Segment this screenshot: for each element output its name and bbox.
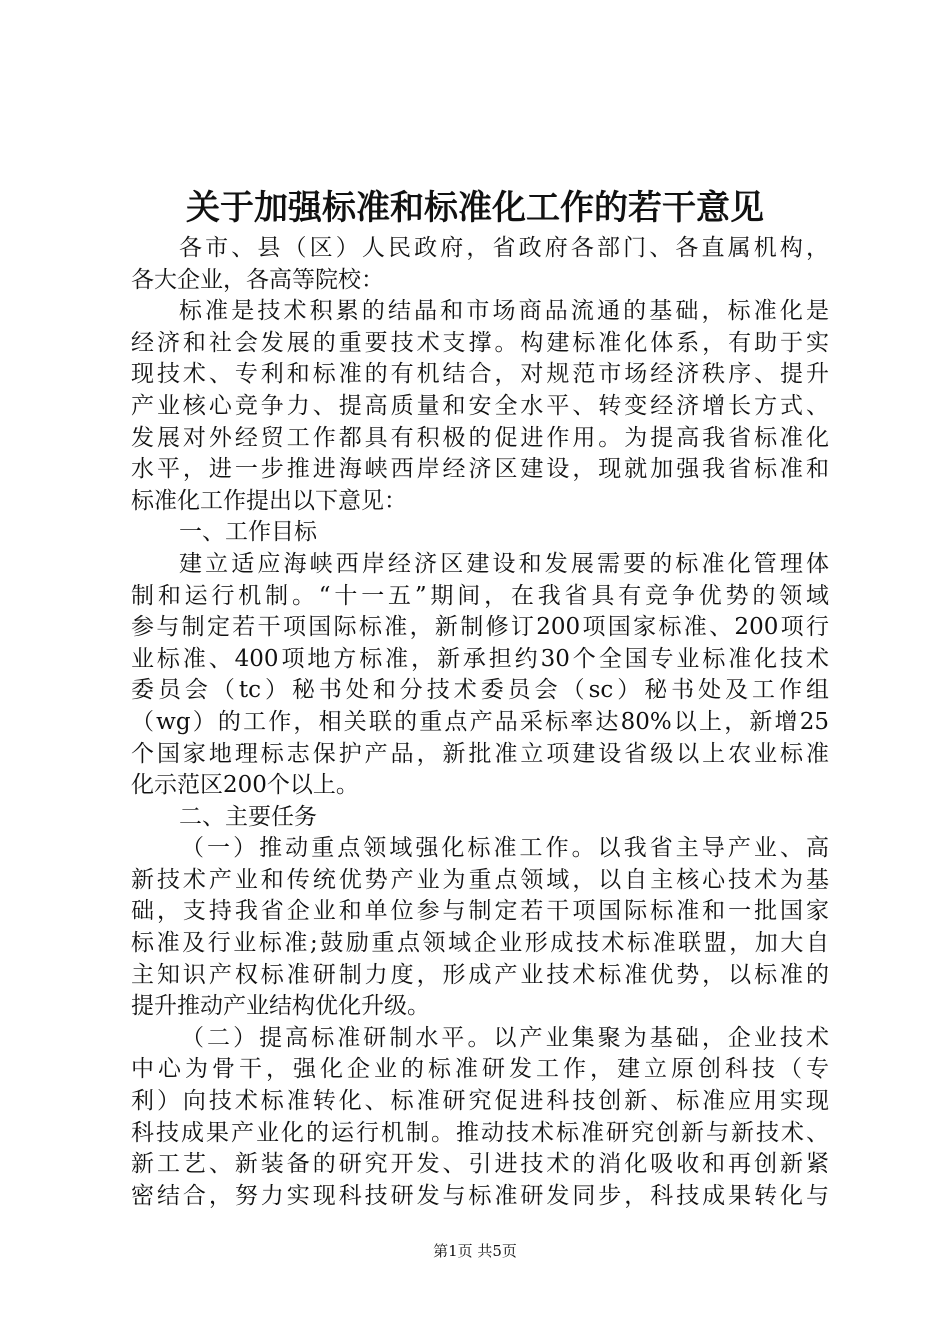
text-line: 科技成果产业化的运行机制。推动技术标准研究创新与新技术、 xyxy=(131,1119,829,1146)
text-line: 新工艺、新装备的研究开发、引进技术的消化吸收和再创新紧 xyxy=(131,1151,829,1178)
document-title: 关于加强标准和标准化工作的若干意见 xyxy=(186,188,764,228)
text-line: 标准及行业标准;鼓励重点领域企业形成技术标准联盟，加大自 xyxy=(131,930,829,957)
text-line: 产业核心竞争力、提高质量和安全水平、转变经济增长方式、 xyxy=(131,392,829,419)
text-line: 制和运行机制。“十一五”期间，在我省具有竞争优势的领域 xyxy=(131,582,829,609)
text-line: （一）推动重点领域强化标准工作。以我省主导产业、高 xyxy=(181,835,829,862)
text-line: 经济和社会发展的重要技术支撑。构建标准化体系，有助于实 xyxy=(131,329,829,356)
text-line: 建立适应海峡西岸经济区建设和发展需要的标准化管理体 xyxy=(179,550,829,577)
text-line: 密结合，努力实现科技研发与标准研发同步，科技成果转化与 xyxy=(131,1182,829,1209)
text-line: 提升推动产业结构优化升级。 xyxy=(131,993,430,1020)
text-line: 利）向技术标准转化、标准研究促进科技创新、标准应用实现 xyxy=(131,1088,829,1115)
text-line: 中心为骨干，强化企业的标准研发工作，建立原创科技（专 xyxy=(131,1056,829,1083)
section-heading: 一、工作目标 xyxy=(179,519,317,546)
text-line: 委员会（tc）秘书处和分技术委员会（sc）秘书处及工作组 xyxy=(131,677,829,704)
document-body xyxy=(131,233,829,1212)
text-line: 础，支持我省企业和单位参与制定若干项国际标准和一批国家 xyxy=(131,898,829,925)
text-line: 化示范区200个以上。 xyxy=(131,772,359,799)
text-line: 标准化工作提出以下意见： xyxy=(131,487,407,514)
text-line: （wg）的工作，相关联的重点产品采标率达80%以上，新增25 xyxy=(131,708,829,735)
text-line: 主知识产权标准研制力度，形成产业技术标准优势，以标准的 xyxy=(131,961,829,988)
text-line: （二）提高标准研制水平。以产业集聚为基础，企业技术 xyxy=(181,1024,829,1051)
section-heading: 二、主要任务 xyxy=(179,803,317,830)
text-line: 新技术产业和传统优势产业为重点领域，以自主核心技术为基 xyxy=(131,866,829,893)
text-line: 各市、县（区）人民政府，省政府各部门、各直属机构， xyxy=(179,235,829,261)
text-line: 水平，进一步推进海峡西岸经济区建设，现就加强我省标准和 xyxy=(131,456,829,483)
text-line: 标准是技术积累的结晶和市场商品流通的基础，标准化是 xyxy=(179,298,829,325)
text-line: 现技术、专利和标准的有机结合，对规范市场经济秩序、提升 xyxy=(131,361,829,388)
text-line: 业标准、400项地方标准，新承担约30个全国专业标准化技术 xyxy=(131,645,829,672)
text-line: 个国家地理标志保护产品，新批准立项建设省级以上农业标准 xyxy=(131,740,829,767)
text-line: 各大企业，各高等院校： xyxy=(131,266,384,293)
page-footer: 第1页 共5页 xyxy=(433,1242,517,1260)
text-line: 发展对外经贸工作都具有积极的促进作用。为提高我省标准化 xyxy=(131,424,829,451)
text-line: 参与制定若干项国际标准，新制修订200项国家标准、200项行 xyxy=(131,614,829,641)
